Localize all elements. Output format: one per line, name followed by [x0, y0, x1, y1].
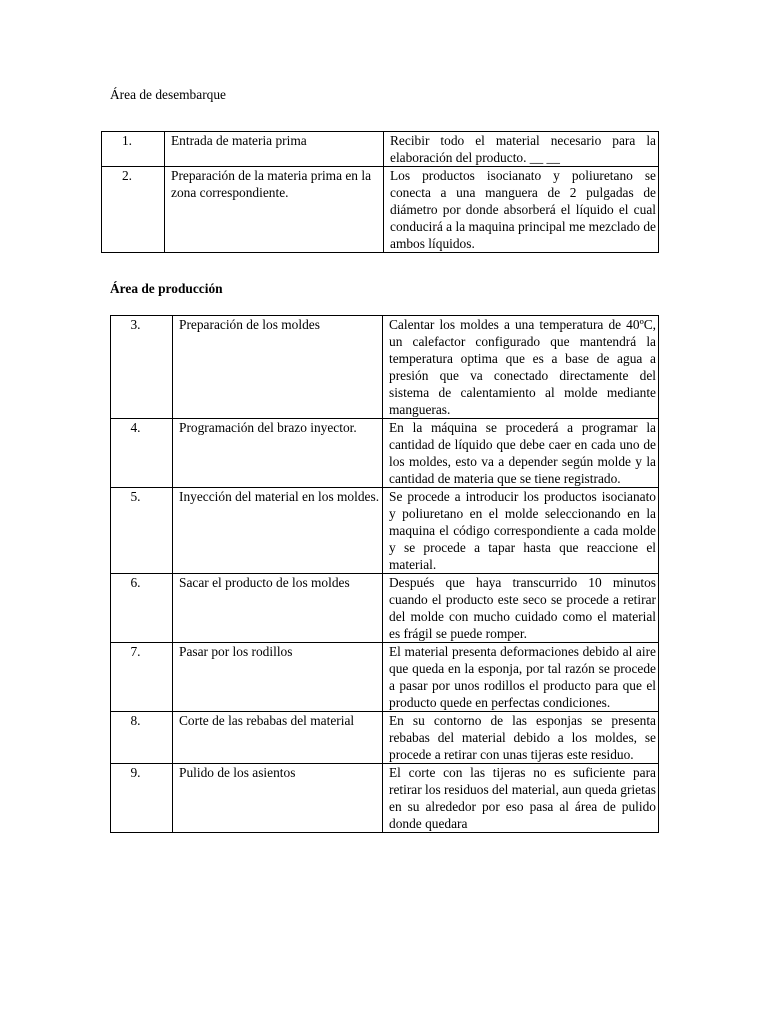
step-number: 2.	[102, 167, 165, 253]
table-row	[111, 488, 659, 574]
step-name: Sacar el producto de los moldes	[173, 574, 383, 643]
step-description: Se procede a introducir los productos isocianato y poliuretano en el molde seleccionando en la maquina el código correspondiente a cada molde y se procede a tapar hasta que reaccione el material.	[383, 488, 659, 574]
step-description: El corte con las tijeras no es suficiente para retirar los residuos del material, aun queda grietas en su alrededor por eso pasa al área de pulido donde quedara	[383, 764, 659, 833]
step-name: Preparación de los moldes	[173, 316, 383, 419]
table-row	[111, 419, 659, 488]
section-title-produccion: Área de producción	[110, 281, 223, 296]
step-description: En su contorno de las esponjas se presenta rebabas del material debido a los moldes, se procede a retirar con unas tijeras este residuo.	[383, 712, 659, 764]
table-row	[102, 167, 659, 253]
step-name: Pasar por los rodillos	[173, 643, 383, 712]
produccion-table	[110, 315, 659, 833]
step-number: 4.	[111, 419, 173, 488]
step-description: En la máquina se procederá a programar la cantidad de líquido que debe caer en cada uno de los moldes, esto va a depender según molde y la cantidad de materia que se tiene registrado.	[383, 419, 659, 488]
step-number: 1.	[102, 132, 165, 167]
step-name: Entrada de materia prima	[165, 132, 384, 167]
step-description: Los productos isocianato y poliuretano se conecta a una manguera de 2 pulgadas de diámetro por donde absorberá el líquido el cual conducirá a la maquina principal me mezclado de ambos líquidos.	[384, 167, 659, 253]
step-name: Programación del brazo inyector.	[173, 419, 383, 488]
step-name: Inyección del material en los moldes.	[173, 488, 383, 574]
step-number: 6.	[111, 574, 173, 643]
table-row	[111, 574, 659, 643]
table-row	[102, 132, 659, 167]
step-number: 3.	[111, 316, 173, 419]
step-name: Corte de las rebabas del material	[173, 712, 383, 764]
step-number: 9.	[111, 764, 173, 833]
step-number: 8.	[111, 712, 173, 764]
table-row	[111, 712, 659, 764]
step-number: 5.	[111, 488, 173, 574]
step-number: 7.	[111, 643, 173, 712]
step-description: Después que haya transcurrido 10 minutos cuando el producto este seco se procede a retirar del molde con mucho cuidado como el material es frágil se puede romper.	[383, 574, 659, 643]
table-row	[111, 643, 659, 712]
table-row	[111, 316, 659, 419]
section-title-desembarque: Área de desembarque	[110, 87, 226, 102]
step-description: Calentar los moldes a una temperatura de 40ºC, un calefactor configurado que mantendrá la temperatura optima que es a base de agua a presión que va conectado directamente del sistema de calentamiento al molde mediante mangueras.	[383, 316, 659, 419]
step-description: El material presenta deformaciones debido al aire que queda en la esponja, por tal razón se procede a pasar por unos rodillos el producto para que el producto quede en perfectas condiciones.	[383, 643, 659, 712]
desembarque-table	[101, 131, 659, 253]
step-name: Preparación de la materia prima en la zona correspondiente.	[165, 167, 384, 253]
step-description: Recibir todo el material necesario para la elaboración del producto. __ __	[384, 132, 659, 167]
table-row	[111, 764, 659, 833]
step-name: Pulido de los asientos	[173, 764, 383, 833]
